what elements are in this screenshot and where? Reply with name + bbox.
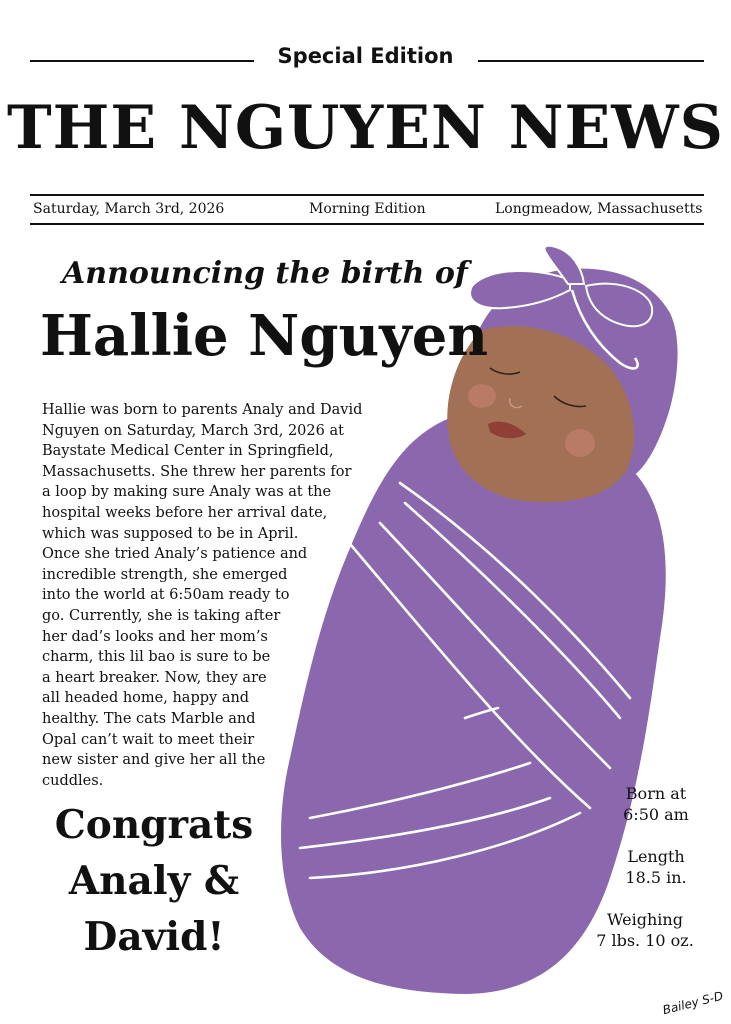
dateline-rule-bottom (30, 223, 704, 225)
story-line: her dad’s looks and her mom’s (42, 628, 268, 645)
congrats-line: David! (83, 914, 225, 960)
announcement-heading: Announcing the birth of (62, 256, 468, 291)
artist-signature: Bailey S-D (661, 988, 725, 1018)
story-line: cuddles. (42, 772, 104, 789)
story-line: incredible strength, she emerged (42, 566, 288, 583)
baby-name-headline: Hallie Nguyen (40, 303, 489, 369)
story-line: new sister and give her all the (42, 752, 266, 769)
story-line: go. Currently, she is taking after (42, 607, 281, 624)
story-line: healthy. The cats Marble and (42, 710, 256, 727)
story-line: Baystate Medical Center in Springfield, (42, 443, 334, 460)
stat-label: Weighing (607, 910, 683, 929)
story-line: a heart breaker. Now, they are (42, 669, 267, 686)
story-line: hospital weeks before her arrival date, (42, 504, 328, 521)
story-line: Nguyen on Saturday, March 3rd, 2026 at (42, 422, 344, 439)
stat-value: 6:50 am (623, 805, 689, 824)
stat-length (596, 846, 716, 888)
story-line: Opal can’t wait to meet their (42, 731, 255, 748)
stat-value: 18.5 in. (625, 868, 687, 887)
edition-label: Special Edition (0, 44, 731, 68)
stat-born-at (596, 783, 716, 825)
birth-story (42, 400, 382, 791)
congrats-line: Analy & (68, 858, 240, 904)
congrats-message (40, 797, 268, 965)
masthead-title: THE NGUYEN NEWS (7, 93, 724, 163)
stat-label: Length (627, 847, 685, 866)
congrats-line: Congrats (54, 802, 254, 848)
story-line: all headed home, happy and (42, 690, 250, 707)
story-line: Massachusetts. She threw her parents for (42, 463, 352, 480)
story-line: charm, this lil bao is sure to be (42, 649, 271, 666)
story-line: a loop by making sure Analy was at the (42, 484, 332, 501)
dateline-location: Longmeadow, Massachusetts (495, 201, 703, 217)
stat-weight (582, 909, 708, 951)
cheek-right (565, 429, 595, 457)
dateline-edition: Morning Edition (309, 201, 426, 217)
story-line: Hallie was born to parents Analy and David (42, 402, 363, 418)
cheek-left (468, 384, 496, 408)
story-line: into the world at 6:50am ready to (42, 587, 290, 604)
dateline-date: Saturday, March 3rd, 2026 (33, 201, 225, 217)
story-line: Once she tried Analy’s patience and (42, 546, 308, 563)
stat-value: 7 lbs. 10 oz. (596, 931, 694, 950)
dateline-rule-top (30, 194, 704, 196)
story-line: which was supposed to be in April. (42, 525, 299, 542)
stat-label: Born at (625, 784, 687, 803)
